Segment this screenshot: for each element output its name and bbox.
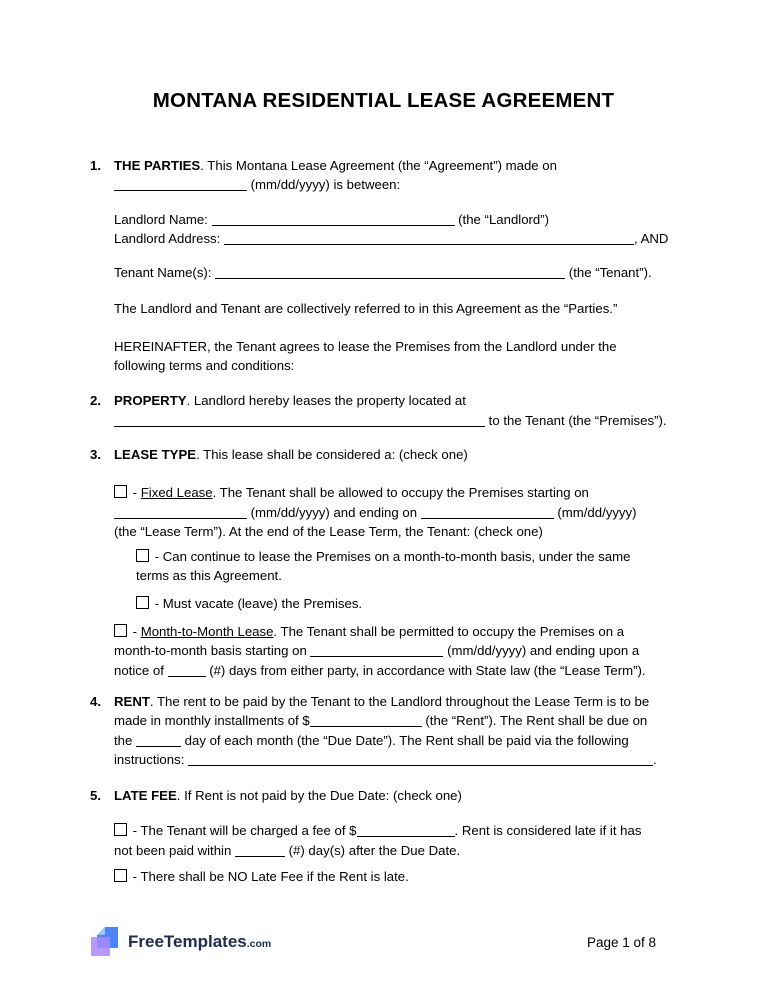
fixed-lease-checkbox[interactable]: [114, 485, 127, 498]
paragraph-text: PROPERTY. Landlord hereby leases the property located at: [114, 393, 466, 409]
agreement-date-blank[interactable]: [114, 177, 247, 191]
late-fee-charged-checkbox[interactable]: [114, 823, 127, 836]
section-late-fee: [90, 786, 677, 805]
paragraph-text: instructions: .: [114, 751, 657, 767]
paragraph-text: - Must vacate (leave) the Premises.: [136, 594, 677, 613]
section-number: 5.: [90, 788, 101, 804]
tenant-block: [114, 263, 677, 282]
late-fee-charged-option: [114, 821, 677, 860]
paragraph-text: LEASE TYPE. This lease shall be considered a: (check one): [114, 446, 468, 462]
paragraph-text: Landlord Address: , AND: [114, 230, 669, 246]
page-indicator: Page 1 of 8: [586, 935, 656, 950]
section-lease-type: [90, 445, 677, 464]
paragraph-text: (mm/dd/yyyy) and ending on (mm/dd/yyyy): [114, 503, 677, 522]
brand-logo-icon: [90, 926, 122, 958]
paragraph-text: month-to-month basis starting on (mm/dd/yyyy) and ending upon a: [114, 643, 640, 659]
paragraph-text: - The Tenant will be charged a fee of $ . Rent is considered late if it has: [114, 821, 677, 840]
fixed-lease-option: - Fixed Lease. The Tenant shall be allowed to occupy the Premises starting on (mm/dd/yyyy) and ending on (mm/dd/yyyy) (the “Lease Term”). At the end of the Lease Term, the Tenant: (check one): [114, 483, 677, 541]
no-late-fee-checkbox[interactable]: [114, 869, 127, 882]
fixed-start-date-blank[interactable]: [114, 505, 247, 519]
section-number: 1.: [90, 158, 101, 173]
paragraph-text: LATE FEE. If Rent is not paid by the Due Date: (check one): [114, 788, 462, 804]
tenant-name-blank[interactable]: [215, 265, 565, 279]
brand-logo: [90, 926, 272, 960]
payment-instructions-blank[interactable]: [188, 752, 653, 766]
fixed-end-date-blank[interactable]: [421, 505, 554, 519]
fixed-lease-label: Fixed Lease: [140, 485, 213, 501]
continue-month-to-month-option: - Can continue to lease the Premises on a month-to-month basis, under the same terms as this Agreement.: [136, 547, 677, 586]
late-fee-amount-blank[interactable]: [357, 823, 455, 837]
must-vacate-option: [136, 594, 677, 613]
paragraph-text: Landlord Name: (the “Landlord”): [114, 211, 550, 227]
section-heading: LATE FEE: [114, 788, 177, 804]
section-the-parties: [90, 156, 677, 195]
paragraph-text: - Fixed Lease. The Tenant shall be allowed to occupy the Premises starting on: [114, 483, 677, 502]
due-day-blank[interactable]: [136, 733, 181, 747]
paragraph-text: to the Tenant (the “Premises”).: [114, 411, 677, 430]
month-to-month-lease-checkbox[interactable]: [114, 624, 127, 637]
paragraph-text: - Month-to-Month Lease. The Tenant shall be permitted to occupy the Premises on a: [114, 622, 677, 641]
paragraph-text: Tenant Name(s): (the “Tenant”).: [114, 265, 652, 281]
page-title: MONTANA RESIDENTIAL LEASE AGREEMENT: [152, 89, 615, 112]
must-vacate-checkbox[interactable]: [136, 596, 149, 609]
section-number: 3.: [90, 446, 101, 462]
section-rent: [90, 692, 677, 769]
landlord-name-blank[interactable]: [212, 212, 455, 226]
paragraph-text: - Can continue to lease the Premises on a month-to-month basis, under the same: [136, 547, 677, 566]
paragraph-text: (mm/dd/yyyy) is between:: [114, 175, 677, 194]
section-number: 4.: [90, 693, 101, 709]
m2m-start-date-blank[interactable]: [310, 643, 443, 657]
no-late-fee-option: [114, 867, 677, 886]
parties-note: The Landlord and Tenant are collectively referred to in this Agreement as the “Parties.”: [114, 301, 618, 317]
brand-tld: .com: [246, 938, 272, 950]
brand-name: FreeTemplates.com: [128, 932, 272, 951]
late-days-blank[interactable]: [235, 843, 285, 857]
paragraph-text: made in monthly installments of $ (the “Rent”). The Rent shall be due on: [114, 713, 648, 729]
hereinafter-paragraph: HEREINAFTER, the Tenant agrees to lease the Premises from the Landlord under the following terms and conditions:: [114, 338, 617, 374]
paragraph-text: - There shall be NO Late Fee if the Rent is late.: [114, 867, 677, 886]
paragraph-text: THE PARTIES. This Montana Lease Agreement (the “Agreement”) made on: [114, 158, 557, 173]
paragraph-text: not been paid within (#) day(s) after the Due Date.: [114, 842, 461, 858]
section-heading: PROPERTY: [114, 393, 187, 409]
paragraph-text: notice of (#) days from either party, in accordance with State law (the “Lease Term”).: [114, 662, 646, 678]
continue-month-to-month-checkbox[interactable]: [136, 549, 149, 562]
section-number: 2.: [90, 393, 101, 409]
section-heading: THE PARTIES: [114, 158, 201, 173]
paragraph-text: RENT. The rent to be paid by the Tenant to the Landlord throughout the Lease Term is to be: [114, 693, 650, 709]
property-address-blank[interactable]: [114, 413, 485, 427]
paragraph-text: the day of each month (the “Due Date”). The Rent shall be paid via the following: [114, 732, 629, 748]
month-to-month-option: [114, 622, 677, 680]
landlord-block: [114, 210, 677, 249]
notice-days-blank[interactable]: [168, 663, 206, 677]
section-heading: LEASE TYPE: [114, 446, 197, 462]
month-to-month-label: Month-to-Month Lease: [140, 624, 274, 640]
section-property: [90, 391, 677, 430]
landlord-address-blank[interactable]: [224, 231, 634, 245]
rent-amount-blank[interactable]: [310, 713, 422, 727]
section-heading: RENT: [114, 693, 150, 709]
